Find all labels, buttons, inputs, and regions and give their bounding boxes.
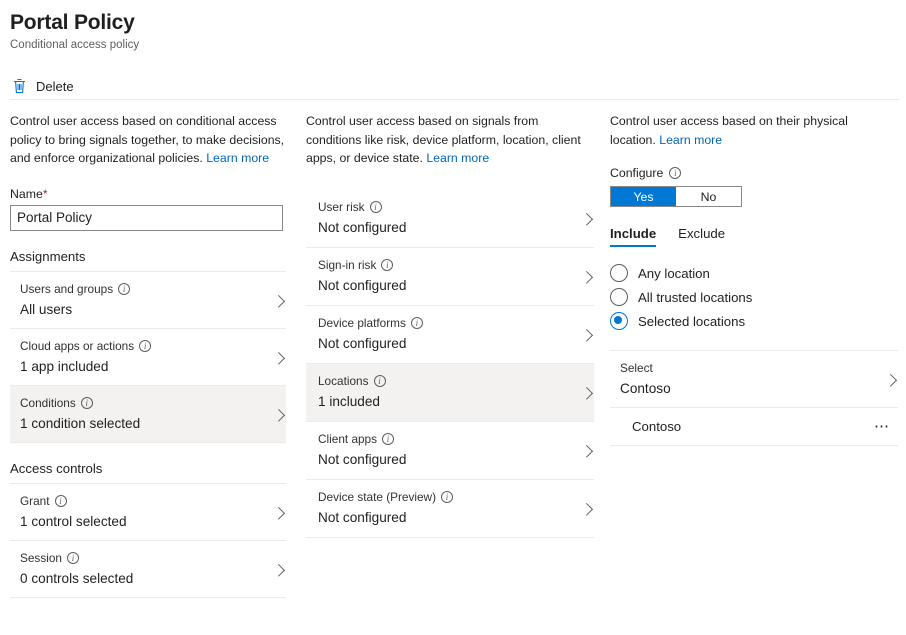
location-scope-radio-group bbox=[610, 261, 894, 333]
row-title bbox=[20, 493, 260, 509]
radio-button-icon bbox=[610, 264, 628, 282]
row-value: 1 control selected bbox=[20, 513, 127, 529]
row-select-locations[interactable] bbox=[610, 351, 898, 408]
row-title bbox=[318, 257, 568, 273]
row-value: 1 app included bbox=[20, 358, 109, 374]
blade-header bbox=[0, 0, 906, 53]
delete-button[interactable] bbox=[10, 75, 78, 97]
radio-button-icon bbox=[610, 312, 628, 330]
name-field-label bbox=[10, 187, 286, 201]
row-title-text: Conditions bbox=[20, 395, 76, 410]
chevron-right-icon bbox=[580, 445, 593, 458]
required-indicator: * bbox=[42, 186, 48, 201]
page-subtitle: Conditional access policy bbox=[10, 39, 140, 51]
row-title-text: Select bbox=[620, 361, 653, 375]
trash-icon bbox=[12, 78, 27, 94]
row-user-risk[interactable] bbox=[306, 190, 594, 248]
info-icon[interactable] bbox=[382, 433, 394, 445]
locations-learn-more-link[interactable]: Learn more bbox=[659, 132, 723, 147]
chevron-right-icon bbox=[580, 387, 593, 400]
tab-exclude[interactable]: Exclude bbox=[678, 226, 726, 241]
row-title bbox=[318, 373, 568, 389]
row-value: All users bbox=[20, 301, 73, 317]
assignments-section-header: Assignments bbox=[10, 249, 286, 272]
row-grant[interactable] bbox=[10, 484, 286, 541]
row-title bbox=[620, 360, 872, 376]
radio-label: All trusted locations bbox=[638, 289, 753, 305]
conditions-rows bbox=[306, 190, 594, 538]
radio-label: Any location bbox=[638, 265, 710, 281]
tab-include[interactable]: Include bbox=[610, 226, 656, 247]
locations-description-text: Control user access based on their physical location. bbox=[610, 114, 848, 147]
chevron-right-icon bbox=[580, 503, 593, 516]
chevron-right-icon bbox=[272, 563, 285, 576]
configure-toggle[interactable] bbox=[610, 186, 742, 207]
info-icon[interactable] bbox=[669, 167, 681, 179]
name-label-text: Name bbox=[10, 186, 43, 201]
delete-button-label: Delete bbox=[36, 78, 74, 94]
info-icon[interactable] bbox=[67, 552, 79, 564]
command-bar bbox=[0, 71, 906, 101]
row-value: Not configured bbox=[318, 335, 407, 351]
chevron-right-icon bbox=[884, 374, 897, 387]
locations-description bbox=[610, 112, 894, 149]
info-icon[interactable] bbox=[370, 201, 382, 213]
command-bar-divider bbox=[10, 99, 900, 100]
chevron-right-icon bbox=[272, 294, 285, 307]
policy-learn-more-link[interactable]: Learn more bbox=[206, 151, 270, 165]
conditions-description-text: Control user access based on signals from conditions like risk, device platform, location, client apps, or device state. bbox=[306, 114, 581, 165]
row-title bbox=[20, 281, 260, 297]
row-value: 1 included bbox=[318, 393, 380, 409]
selected-locations-list bbox=[610, 408, 894, 446]
row-title-text: Session bbox=[20, 550, 62, 565]
policy-description bbox=[10, 112, 286, 168]
include-exclude-pivot bbox=[610, 226, 894, 247]
row-title bbox=[318, 199, 568, 215]
configure-toggle-no[interactable]: No bbox=[676, 187, 741, 206]
list-item[interactable] bbox=[610, 408, 898, 446]
conditions-description bbox=[306, 112, 594, 168]
row-title bbox=[20, 395, 260, 411]
row-locations[interactable] bbox=[306, 364, 594, 422]
row-value: Not configured bbox=[318, 451, 407, 467]
radio-any-location[interactable] bbox=[610, 261, 894, 285]
row-title-text: Locations bbox=[318, 373, 369, 388]
row-title-text: Grant bbox=[20, 493, 50, 508]
list-item-label: Contoso bbox=[632, 419, 682, 434]
conditions-column bbox=[296, 112, 602, 598]
info-icon[interactable] bbox=[441, 491, 453, 503]
blade-columns bbox=[0, 112, 906, 598]
radio-all-trusted-locations[interactable] bbox=[610, 285, 894, 309]
row-value: 1 condition selected bbox=[20, 415, 141, 431]
info-icon[interactable] bbox=[411, 317, 423, 329]
row-value: Contoso bbox=[620, 381, 671, 396]
access-control-rows bbox=[10, 484, 286, 598]
configure-label bbox=[610, 166, 894, 180]
row-device-platforms[interactable] bbox=[306, 306, 594, 364]
row-title-text: User risk bbox=[318, 199, 365, 214]
row-title-text: Cloud apps or actions bbox=[20, 338, 135, 353]
row-value: Not configured bbox=[318, 277, 407, 293]
row-value: 0 controls selected bbox=[20, 570, 134, 586]
radio-selected-locations[interactable] bbox=[610, 309, 894, 333]
chevron-right-icon bbox=[580, 329, 593, 342]
row-title bbox=[318, 431, 568, 447]
info-icon[interactable] bbox=[139, 340, 151, 352]
info-icon[interactable] bbox=[55, 495, 67, 507]
info-icon[interactable] bbox=[118, 283, 130, 295]
chevron-right-icon bbox=[272, 506, 285, 519]
conditions-learn-more-link[interactable]: Learn more bbox=[426, 151, 490, 165]
row-device-state[interactable] bbox=[306, 480, 594, 538]
chevron-right-icon bbox=[272, 351, 285, 364]
name-input[interactable] bbox=[10, 205, 283, 231]
chevron-right-icon bbox=[272, 408, 285, 421]
row-title-text: Client apps bbox=[318, 431, 378, 446]
row-title-text: Sign-in risk bbox=[318, 257, 377, 272]
row-conditions[interactable] bbox=[10, 386, 286, 443]
row-sign-in-risk[interactable] bbox=[306, 248, 594, 306]
row-title bbox=[20, 550, 260, 566]
row-title bbox=[20, 338, 260, 354]
page-title: Portal Policy bbox=[10, 11, 135, 34]
radio-button-icon bbox=[610, 288, 628, 306]
radio-label: Selected locations bbox=[638, 313, 746, 329]
row-cloud-apps-or-actions[interactable] bbox=[10, 329, 286, 386]
row-users-and-groups[interactable] bbox=[10, 272, 286, 329]
policy-description-text: Control user access based on conditional access policy to bring signals together, to make decisions, and enforce organizational policies. bbox=[10, 114, 285, 165]
row-session[interactable] bbox=[10, 541, 286, 598]
row-value: Not configured bbox=[318, 509, 407, 525]
assignments-rows bbox=[10, 272, 286, 443]
row-value: Not configured bbox=[318, 219, 407, 235]
policy-column bbox=[0, 112, 296, 598]
row-title bbox=[318, 315, 568, 331]
locations-column bbox=[602, 112, 902, 598]
row-title bbox=[318, 489, 568, 505]
row-title-text: Users and groups bbox=[20, 281, 114, 296]
row-title-text: Device platforms bbox=[318, 315, 406, 330]
configure-toggle-yes[interactable]: Yes bbox=[611, 187, 676, 206]
configure-label-text: Configure bbox=[610, 166, 664, 180]
chevron-right-icon bbox=[580, 213, 593, 226]
info-icon[interactable] bbox=[81, 397, 93, 409]
row-client-apps[interactable] bbox=[306, 422, 594, 480]
info-icon[interactable] bbox=[381, 259, 393, 271]
ellipsis-icon[interactable]: ⋯ bbox=[874, 417, 890, 435]
info-icon[interactable] bbox=[374, 375, 386, 387]
access-controls-section-header: Access controls bbox=[10, 461, 286, 484]
row-title-text: Device state (Preview) bbox=[318, 489, 437, 504]
chevron-right-icon bbox=[580, 271, 593, 284]
